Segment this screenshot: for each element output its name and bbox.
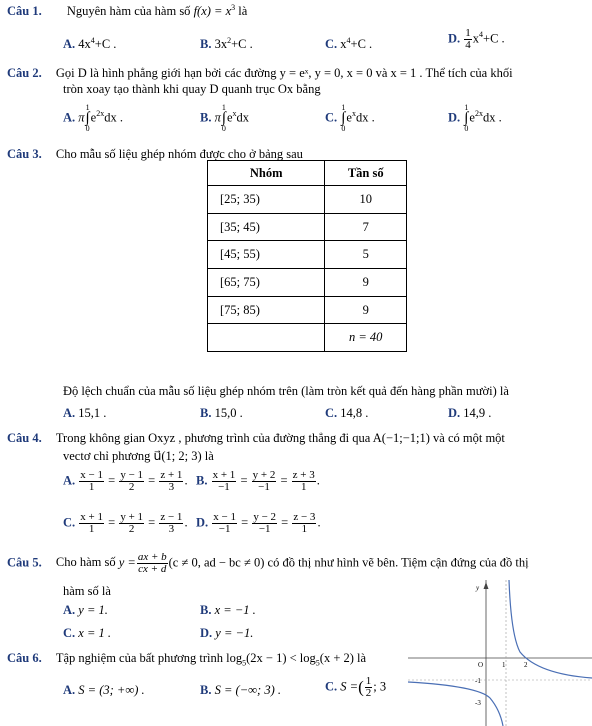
q4-label: Câu 4. [7,431,42,445]
q5-stem-line2: hàm số là [63,584,111,598]
table-row: [65; 75) 9 [208,269,407,297]
q6-label: Câu 6. [7,651,42,665]
frequency-table [207,160,407,352]
q2-option-c[interactable]: C. 1 ∫ 0 $e^xdx$ . [325,103,375,133]
q1-stem: Câu 1. Nguyên hàm của hàm số $f(x) = x^3$ là [7,3,248,19]
origin-label: O [478,661,484,669]
table-header-row [208,161,407,186]
q2-stem-line2: tròn xoay tạo thành khi quay D quanh trục Ox bằng [63,82,321,96]
q1-option-c[interactable]: C. $x^4+C$ . [325,36,373,52]
q1-option-a[interactable]: A. $4x^4+C$ . [63,36,117,52]
table-header: Nhóm [208,161,325,186]
table-row: [25; 35) 10 [208,186,407,214]
q6-option-b[interactable]: B. S = (−∞; 3) . [200,683,281,697]
q3-option-d[interactable]: D. 14,9 . [448,406,492,420]
q3-stem: Câu 3. Cho mẫu số liệu ghép nhóm được cho ở bảng sau [7,147,303,161]
q4-option-d[interactable]: D. $\frac{x - 1}{-1}$ = $\frac{y - 2}{-1}$ = $\frac{z - 3}{1}$ . [196,511,321,535]
q2-option-d[interactable]: D. 1 ∫ 0 $e^{2x}dx$ . [448,103,502,133]
q2-label: Câu 2. [7,66,42,80]
table-total-row: n = 40 [208,324,407,352]
q6-option-c[interactable]: C. S =( $\frac{1}{2}$ ; 3 [325,675,387,699]
q2-option-a[interactable]: A. π 1 ∫ 0 $e^{2x}dx$ . [63,103,123,133]
q6-option-a[interactable]: A. S = (3; +∞) . [63,683,145,697]
q4-stem: Câu 4. Trong không gian Oxyz , phương trình của đường thẳng đi qua A(−1;−1;1) và có một một [7,431,505,445]
q5-graph [408,580,592,726]
q5-option-b[interactable]: B. x = −1 . [200,603,256,617]
q5-stem: Câu 5. Cho hàm số y = $\frac{ax + b}{cx + d}$ (c ≠ 0, ad − bc ≠ 0) có đồ thị như hình vẽ bên. Tiệm cận đứng của đồ thị [7,551,529,575]
q2-option-b[interactable]: B. π 1 ∫ 0 $e^xdx$ [200,103,250,133]
q3-label: Câu 3. [7,147,42,161]
q3-option-b[interactable]: B. 15,0 . [200,406,243,420]
q3-question: Độ lệch chuẩn của mẫu số liệu ghép nhóm trên (làm tròn kết quả đến hàng phần mười) là [63,384,509,398]
graph-background [408,580,592,726]
y-axis-label: y [476,584,480,592]
q4-option-c[interactable]: C. $\frac{x + 1}{1}$ = $\frac{y + 1}{2}$ = $\frac{z - 1}{3}$ . [63,511,188,535]
tick-ym1: -1 [475,677,481,685]
q5-option-d[interactable]: D. y = −1. [200,626,254,640]
q1-option-d[interactable]: D. $\frac{1}{4}$ $x^4+C$ . [448,27,505,51]
table-row: [45; 55) 5 [208,241,407,269]
q3-option-a[interactable]: A. 15,1 . [63,406,107,420]
table-row: [35; 45) 7 [208,213,407,241]
q5-option-a[interactable]: A. y = 1. [63,603,108,617]
q1-option-b[interactable]: B. $3x^2+C$ . [200,36,253,52]
tick-x2: 2 [524,661,528,669]
q4-option-b[interactable]: B. $\frac{x + 1}{-1}$ = $\frac{y + 2}{-1}$ = $\frac{z + 3}{1}$ . [196,469,320,493]
q2-stem: Câu 2. Gọi D là hình phẳng giới hạn bởi các đường y = eˣ, y = 0, x = 0 và x = 1 . Thể tích của khối [7,66,513,80]
q1-label: Câu 1. [7,4,42,19]
q5-label: Câu 5. [7,555,42,570]
tick-x1: 1 [502,661,506,669]
q3-option-c[interactable]: C. 14,8 . [325,406,369,420]
table-row: [75; 85) 9 [208,296,407,324]
tick-ym3: -3 [475,699,481,707]
q4-stem-line2: vectơ chỉ phương u⃗(1; 2; 3) là [63,449,214,463]
q5-option-c[interactable]: C. x = 1 . [63,626,112,640]
q4-option-a[interactable]: A. $\frac{x - 1}{1}$ = $\frac{y - 1}{2}$ = $\frac{z + 1}{3}$ . [63,469,188,493]
q6-stem: Câu 6. Tập nghiệm của bất phương trình $\log_5(2x - 1) < \log_5(x + 2)$ là [7,651,367,668]
table-header: Tần số [325,161,407,186]
